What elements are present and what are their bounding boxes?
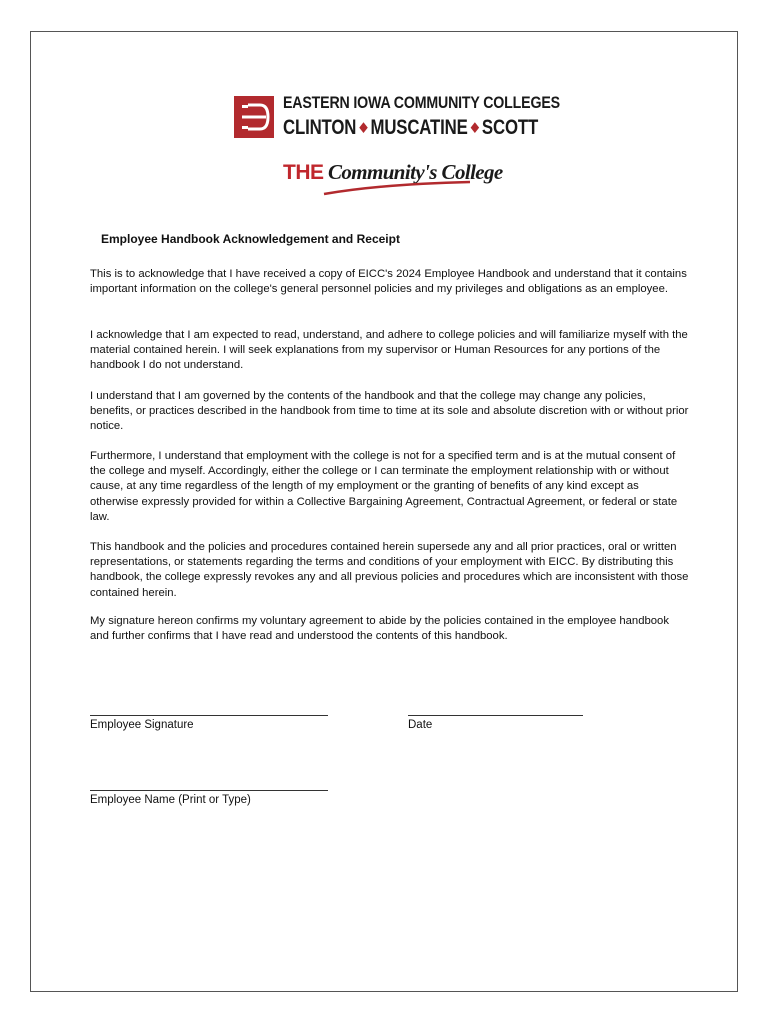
signature-line[interactable] [90, 715, 328, 716]
signature-label: Employee Signature [90, 719, 194, 731]
paragraph-receipt: This is to acknowledge that I have received a copy of EICC's 2024 Employee Handbook and understand that it contains important information on the college's general personnel policies and my privileges and obligations as an employee. [90, 268, 687, 296]
name-label: Employee Name (Print or Type) [90, 794, 251, 806]
diamond-icon: ◆ [359, 119, 368, 134]
date-label: Date [408, 719, 433, 731]
logo-campuses [283, 116, 538, 140]
campus-scott: SCOTT [481, 116, 539, 139]
campus-clinton: CLINTON [283, 116, 357, 139]
paragraph-adherence: I acknowledge that I am expected to read, understand, and adhere to college policies and will familiarize myself with the material contained herein. I will seek explanations from my supervisor or Human Resources for any portions of the handbook I do not understand. [90, 329, 688, 372]
logo-college-name: EASTERN IOWA COMMUNITY COLLEGES [283, 94, 560, 112]
eicc-logo-icon [234, 96, 274, 138]
paragraph-governance: I understand that I am governed by the contents of the handbook and that the college may change any policies, benefits, or practices described in the handbook from time to time at its sole and absolute discretion with or without prior notice. [90, 390, 689, 433]
tagline-community-college: Community's College [327, 160, 503, 184]
paragraph-at-will: Furthermore, I understand that employment with the college is not for a specified term and is at the mutual consent of the college and myself. Accordingly, either the college or I can terminate the employment relationship with or without cause, at any time regardless of the length of my employment or the granting of benefits of any kind except as otherwise expressly provided for within a Collective Bargaining Agreement, Contractual Agreement, or federal or state law. [90, 450, 678, 523]
tagline-the: THE [283, 161, 324, 184]
campus-muscatine: MUSCATINE [370, 116, 468, 139]
paragraph-supersede: This handbook and the policies and procedures contained herein supersede any and all prior practices, oral or written representations, or statements regarding the terms and conditions of your employment with EICC. By distributing this handbook, the college expressly revokes any and all previous policies and procedures which are inconsistent with those contained herein. [90, 541, 689, 599]
swoosh-underline-icon [322, 180, 472, 196]
date-line[interactable] [408, 715, 583, 716]
document-title: Employee Handbook Acknowledgement and Receipt [101, 232, 400, 246]
paragraph-signature-confirmation: My signature hereon confirms my voluntary agreement to abide by the policies contained in the employee handbook and further confirms that I have read and understood the contents of this handbook. [90, 615, 669, 643]
diamond-icon: ◆ [470, 119, 479, 134]
name-line[interactable] [90, 790, 328, 791]
